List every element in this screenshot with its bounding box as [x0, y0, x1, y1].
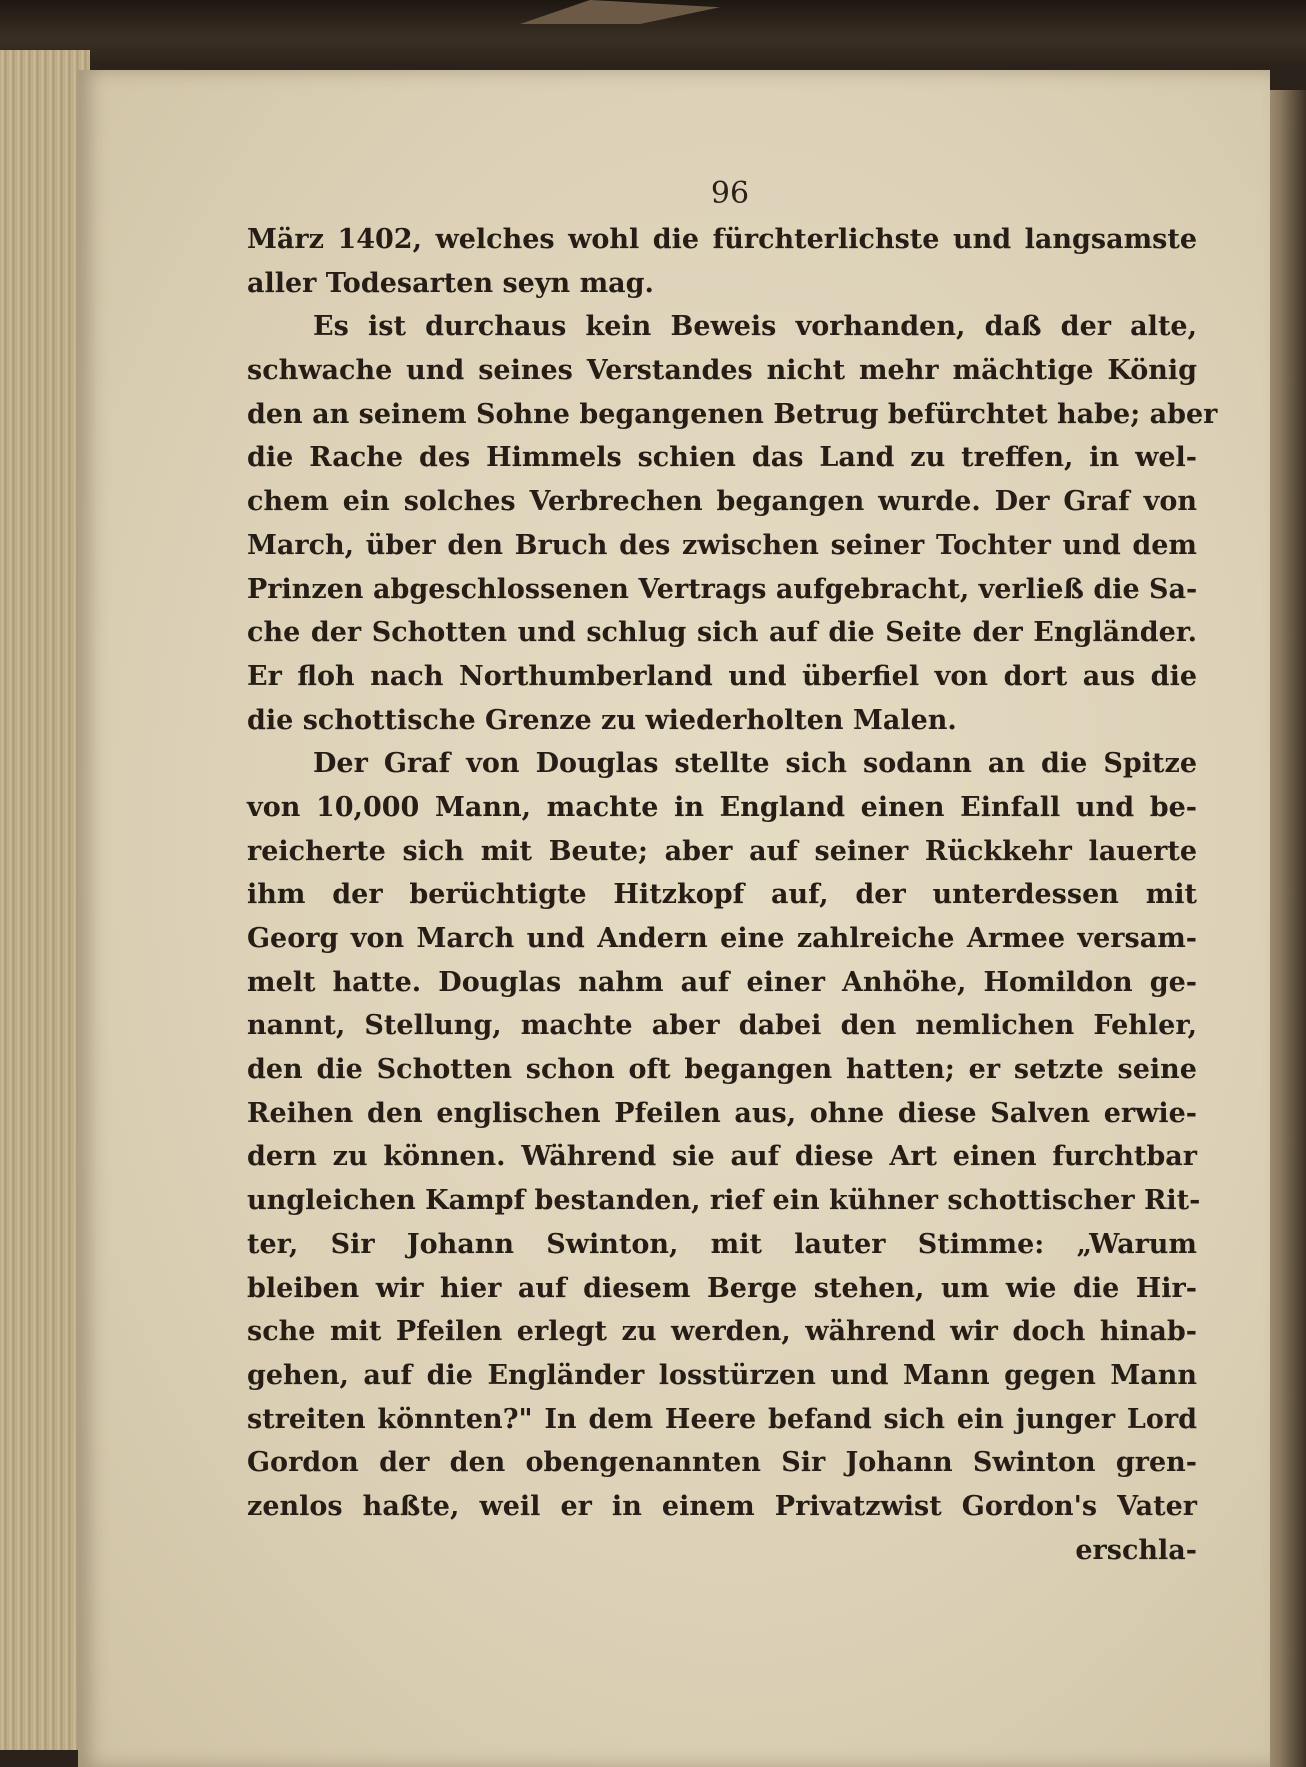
page-number: 96 — [710, 176, 750, 211]
text-line: ter, Sir Johann Swinton, mit lauter Stimme: „Warum — [247, 1228, 1197, 1260]
text-line: Er floh nach Northumberland und überfiel von dort aus die — [247, 660, 1197, 692]
page-stack-edge — [0, 50, 90, 1750]
text-line: Es ist durchaus kein Beweis vorhanden, daß der alte, — [313, 311, 1197, 343]
text-line: reicherte sich mit Beute; aber auf seiner Rückkehr lauerte — [247, 835, 1197, 867]
text-line: streiten könnten?" In dem Heere befand sich ein junger Lord — [247, 1403, 1197, 1435]
text-line: aller Todesarten seyn mag. — [247, 267, 654, 299]
text-line: den an seinem Sohne begangenen Betrug befürchtet habe; aber — [247, 398, 1218, 430]
text-line: Prinzen abgeschlossenen Vertrags aufgebracht, verließ die Sa- — [247, 573, 1198, 605]
text-line: melt hatte. Douglas nahm auf einer Anhöhe, Homildon ge- — [247, 966, 1197, 998]
text-line: die schottische Grenze zu wiederholten Malen. — [247, 704, 957, 736]
catchword: erschla- — [1075, 1534, 1197, 1566]
text-line: März 1402, welches wohl die fürchterlichste und langsamste — [247, 224, 1197, 255]
text-line: Gordon der den obengenannten Sir Johann Swinton gren- — [247, 1447, 1197, 1479]
text-line: den die Schotten schon oft begangen hatten; er setzte seine — [247, 1054, 1197, 1086]
text-line: nannt, Stellung, machte aber dabei den nemlichen Fehler, — [247, 1010, 1197, 1042]
text-line: Reihen den englischen Pfeilen aus, ohne diese Salven erwie- — [247, 1097, 1197, 1129]
text-line: dern zu können. Während sie auf diese Art einen furchtbar — [247, 1141, 1197, 1173]
text-line: ihm der berüchtigte Hitzkopf auf, der unterdessen mit — [247, 879, 1197, 911]
text-line: Der Graf von Douglas stellte sich sodann an die Spitze — [313, 748, 1197, 780]
text-line: chem ein solches Verbrechen begangen wurde. Der Graf von — [247, 486, 1197, 518]
text-line: die Rache des Himmels schien das Land zu treffen, in wel- — [247, 442, 1197, 474]
text-line: sche mit Pfeilen erlegt zu werden, während wir doch hinab- — [247, 1316, 1197, 1348]
text-line: bleiben wir hier auf diesem Berge stehen, um wie die Hir- — [247, 1272, 1197, 1304]
text-line: che der Schotten und schlug sich auf die Seite der Engländer. — [247, 617, 1197, 649]
text-line: zenlos haßte, weil er in einem Privatzwist Gordon's Vater — [247, 1490, 1197, 1522]
body-text — [247, 218, 1218, 1572]
text-line: schwache und seines Verstandes nicht mehr mächtige König — [247, 355, 1197, 387]
text-line: Georg von March und Andern eine zahlreiche Armee versam- — [247, 923, 1197, 954]
text-line: March, über den Bruch des zwischen seiner Tochter und dem — [247, 529, 1197, 561]
text-line: von 10,000 Mann, machte in England einen Einfall und be- — [247, 791, 1197, 823]
text-line: gehen, auf die Engländer losstürzen und Mann gegen Mann — [247, 1359, 1197, 1391]
text-line: ungleichen Kampf bestanden, rief ein kühner schottischer Rit- — [247, 1185, 1201, 1217]
